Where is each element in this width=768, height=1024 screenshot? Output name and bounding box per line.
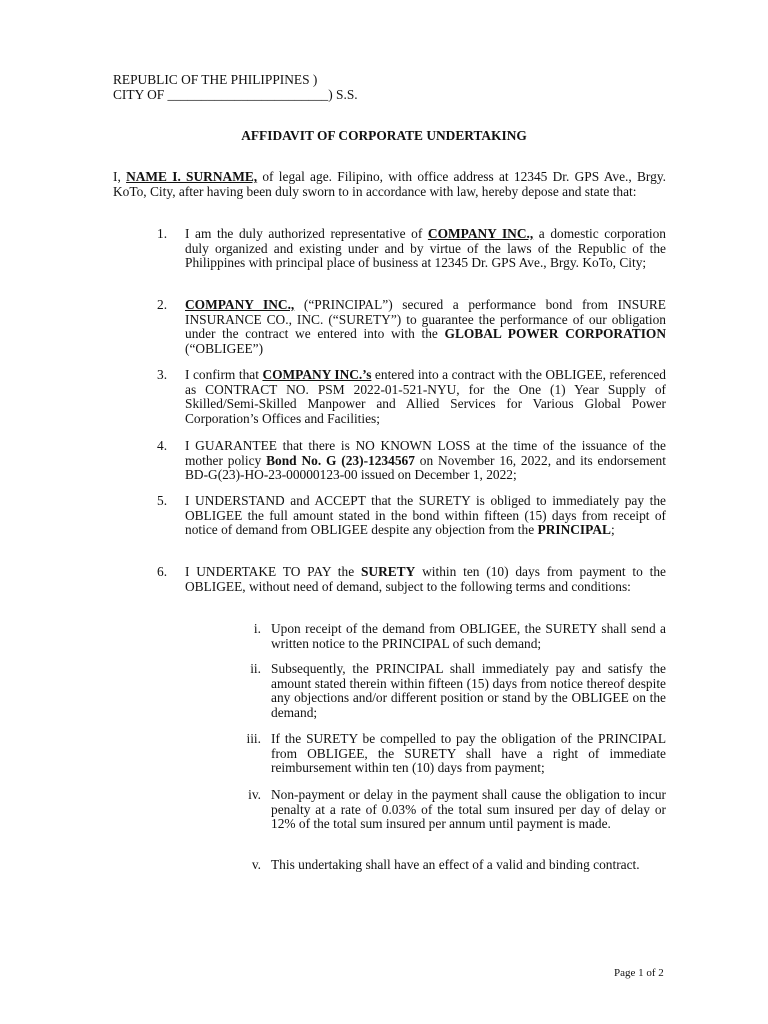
intro-paragraph [113,170,666,199]
sub-item-number: iii. [246,731,261,746]
item-text-part: (“OBLIGEE”) [185,340,264,356]
item-text-part: (“PRINCIPAL”) secured a performance bond from INSURE INSURANCE CO., INC. (“SURETY”) to guarantee the performance of our obligation under the contract we entered into with the [185,297,666,342]
sub-item-text: Subsequently, the PRINCIPAL shall immediately pay and satisfy the amount stated therein within fifteen (15) days from notice thereof despite any objections and/or different position or stand by the OBLIGEE on the demand; [271,661,666,720]
list-item-text [185,368,666,426]
list-item-number: 1. [157,226,168,241]
company-name: COMPANY INC.’s [262,367,372,382]
page-number: Page 1 of 2 [614,967,664,979]
sub-item-number: v. [251,857,261,872]
venue-caption [113,73,358,102]
list-item-number: 6. [157,564,168,579]
item-text-part: I confirm that [185,367,263,382]
list-item-number: 5. [157,493,168,508]
sub-item-text: Non-payment or delay in the payment shall cause the obligation to incur penalty at a rate of 0.03% of the total sum insured per day of delay or 12% of the total sum insured per annum until payment is made. [271,787,666,832]
company-name: COMPANY INC., [185,297,295,312]
list-item-number: 4. [157,438,168,453]
affiant-name: NAME I. SURNAME, [126,169,258,184]
sub-item-number: i. [253,621,261,636]
sub-item-number: iv. [248,787,261,802]
sub-item-text: If the SURETY be compelled to pay the obligation of the PRINCIPAL from OBLIGEE, the SURETY shall have a right of immediate reimbursement within ten (10) days from payment; [271,731,666,776]
intro-text: of legal age. Filipino, with office address at 12345 Dr. GPS Ave., Brgy. KoTo, City, after having been duly sworn to in accordance with law, hereby depose and state that: [113,169,666,199]
bond-number: Bond No. G (23)-1234567 [266,452,415,468]
list-item-text [185,298,666,356]
document-title: AFFIDAVIT OF CORPORATE UNDERTAKING [241,128,527,143]
item-text-part: a domestic corporation duly organized and existing under and by virtue of the laws of the Republic of the Philippines with principal place of business at 12345 Dr. GPS Ave., Brgy. KoTo, City; [185,226,666,271]
surety-term: SURETY [360,564,416,579]
obligee-name: GLOBAL POWER CORPORATION [444,326,667,342]
caption-line-city: CITY OF ________________________) S.S. [113,86,358,102]
company-name: COMPANY INC., [427,226,534,241]
list-item-number: 3. [157,367,168,382]
list-item-text [185,227,666,271]
item-text-part: on November 16, 2022, and its endorsement BD-G(23)-HO-23-00000123-00 issued on December 1, 2022; [185,452,666,483]
list-item-text [185,439,666,483]
list-item-text [185,494,666,538]
item-text-part: I GUARANTEE that there is NO KNOWN LOSS at the time of the issuance of the mother policy [185,438,666,468]
intro-prefix: I, [113,169,127,184]
item-text-part: within ten (10) days from payment to the OBLIGEE, without need of demand, subject to the following terms and conditions: [185,564,666,594]
list-item-number: 2. [157,297,168,312]
sub-item-number: ii. [250,661,261,676]
item-text-part: entered into a contract with the OBLIGEE, referenced as CONTRACT NO. PSM 2022-01-521-NYU, for the One (1) Year Supply of Skilled/Semi-Skilled Manpower and Allied Services for Various Global Power Corporation’s Offices and Facilities; [185,367,666,426]
item-text-part: I UNDERSTAND and ACCEPT that the SURETY is obliged to immediately pay the OBLIGEE the full amount stated in the bond within fifteen (15) days from receipt of notice of demand from OBLIGEE despite any objection from the [185,493,666,538]
caption-line-republic: REPUBLIC OF THE PHILIPPINES ) [113,72,318,87]
principal-term: PRINCIPAL [537,522,611,538]
item-text-part: I am the duly authorized representative of [185,226,428,241]
sub-item-text: Upon receipt of the demand from OBLIGEE, the SURETY shall send a written notice to the PRINCIPAL of such demand; [271,621,666,651]
item-text-part: ; [610,522,615,538]
sub-item-text: This undertaking shall have an effect of a valid and binding contract. [271,857,640,872]
item-text-part: I UNDERTAKE TO PAY the [185,564,361,579]
list-item-text [185,565,666,594]
